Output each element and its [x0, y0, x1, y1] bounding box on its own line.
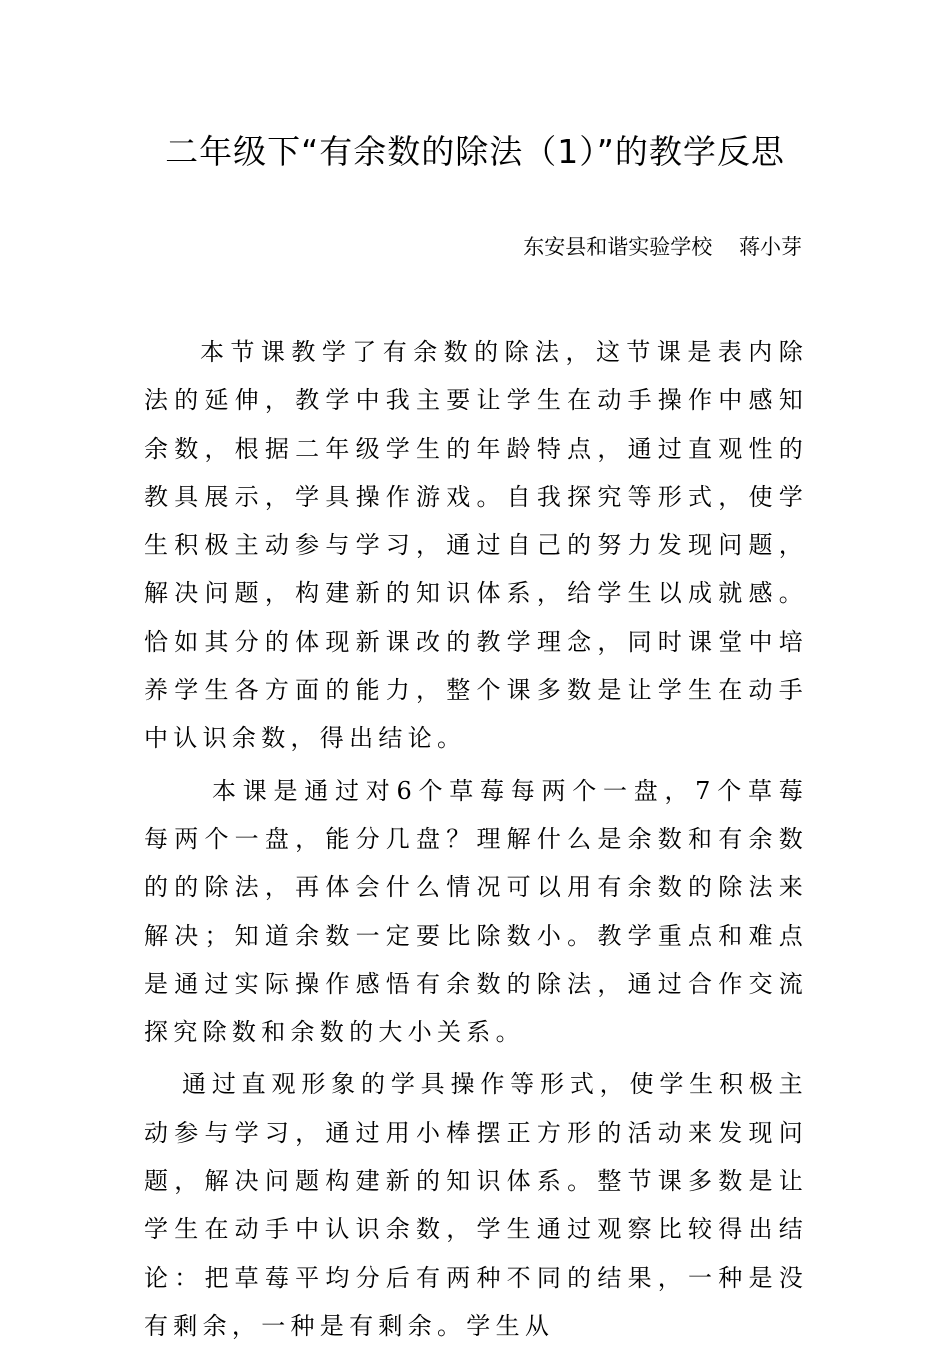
body-paragraph-3: 通过直观形象的学具操作等形式，使学生积极主动参与学习，通过用小棒摆正方形的活动来发现问题，解决问题构建新的知识体系。整节课多数是让学生在动手中认识余数，学生通过观察比较得出结论：把草莓平均分后有两种不同的结果，一种是没有剩余，一种是有剩余。学生从	[144, 1070, 808, 1340]
author-byline: 东安县和谐实验学校 蒋小芽	[523, 235, 802, 259]
body-paragraph-2: 本课是通过对6个草莓每两个一盘，7个草莓每两个一盘，能分几盘？理解什么是余数和有余数的的除法，再体会什么情况可以用有余数的除法来解决；知道余数一定要比除数小。教学重点和难点是通过实际操作感悟有余数的除法，通过合作交流探究除数和余数的大小关系。	[144, 776, 808, 1047]
document-title: 二年级下“有余数的除法（1）”的教学反思	[165, 132, 785, 171]
body-paragraph-1: 本节课教学了有余数的除法，这节课是表内除法的延伸，教学中我主要让学生在动手操作中感知余数，根据二年级学生的年龄特点，通过直观性的教具展示，学具操作游戏。自我探究等形式，使学生积极主动参与学习，通过自己的努力发现问题，解决问题，构建新的知识体系，给学生以成就感。恰如其分的体现新课改的教学理念，同时课堂中培养学生各方面的能力，整个课多数是让学生在动手中认识余数，得出结论。	[144, 338, 808, 753]
document-body	[144, 328, 808, 1354]
